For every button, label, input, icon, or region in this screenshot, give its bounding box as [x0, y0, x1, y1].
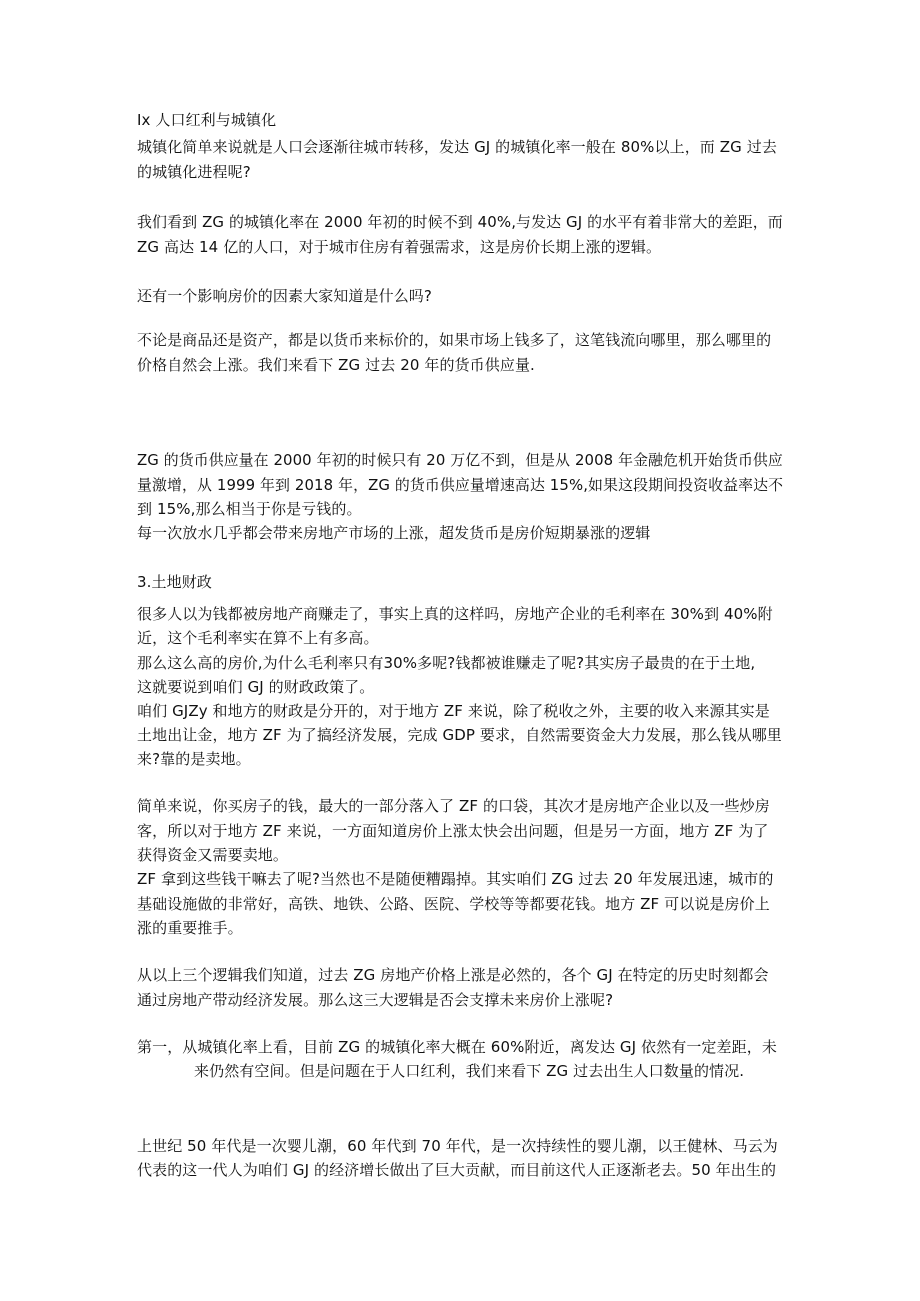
paragraph-line: 的城镇化进程呢? — [137, 163, 251, 181]
section-heading-land-finance: 3.土地财政 — [137, 573, 212, 591]
paragraph-line: 简单来说，你买房子的钱，最大的一部分落入了 ZF 的口袋，其次才是房地产企业以及一些炒房 — [137, 797, 770, 815]
paragraph-line: 来?靠的是卖地。 — [137, 750, 251, 768]
paragraph-line: 上世纪 50 年代是一次婴儿潮，60 年代到 70 年代，是一次持续性的婴儿潮，以王健林、马云为 — [137, 1137, 778, 1155]
paragraph-line: 来仍然有空间。但是问题在于人口红利，我们来看下 ZG 过去出生人口数量的情况. — [194, 1062, 745, 1080]
paragraph-line: 第一，从城镇化率上看，目前 ZG 的城镇化率大概在 60%附近，离发达 GJ 依然有一定差距，未 — [137, 1038, 777, 1056]
section-heading-population: Ix 人口红利与城镇化 — [137, 111, 277, 129]
paragraph-line: ZG 的货币供应量在 2000 年初的时候只有 20 万亿不到，但是从 2008 年金融危机开始货币供应 — [137, 451, 783, 469]
paragraph-line: 咱们 GJZy 和地方的财政是分开的，对于地方 ZF 来说，除了税收之外，主要的收入来源其实是 — [137, 702, 770, 720]
paragraph-line: 近，这个毛利率实在算不上有多高。 — [137, 629, 379, 647]
paragraph-line: 代表的这一代人为咱们 GJ 的经济增长做出了巨大贡献，而目前这代人正逐渐老去。50 年出生的 — [137, 1161, 777, 1179]
paragraph-line: 客，所以对于地方 ZF 来说，一方面知道房价上涨太快会出问题，但是另一方面，地方 ZF 为了 — [137, 822, 769, 840]
paragraph-line: 土地出让金，地方 ZF 为了搞经济发展，完成 GDP 要求，自然需要资金大力发展，那么钱从哪里 — [137, 726, 782, 744]
paragraph-line: 每一次放水几乎都会带来房地产市场的上涨，超发货币是房价短期暴涨的逻辑 — [137, 524, 651, 542]
paragraph-line: 很多人以为钱都被房地产商赚走了，事实上真的这样吗，房地产企业的毛利率在 30%到 40%附 — [137, 605, 773, 623]
paragraph-line: ZF 拿到这些钱干嘛去了呢?当然也不是随便糟蹋掉。其实咱们 ZG 过去 20 年发展迅速，城市的 — [137, 870, 774, 888]
paragraph-line: 这就要说到咱们 GJ 的财政政策了。 — [137, 678, 375, 696]
paragraph-line: 涨的重要推手。 — [137, 919, 243, 937]
paragraph-line: 不论是商品还是资产，都是以货币来标价的，如果市场上钱多了，这笔钱流向哪里，那么哪里的 — [137, 331, 772, 349]
paragraph-line: 到 15%,那么相当于你是亏钱的。 — [137, 500, 362, 518]
paragraph-line: ZG 高达 14 亿的人口，对于城市住房有着强需求，这是房价长期上涨的逻辑。 — [137, 238, 662, 256]
paragraph-line: 基础设施做的非常好，高铁、地铁、公路、医院、学校等等都要花钱。地方 ZF 可以说是房价上 — [137, 895, 770, 913]
paragraph-line: 获得资金又需要卖地。 — [137, 846, 289, 864]
paragraph-line: 那么这么高的房价,为什么毛利率只有30%多呢?钱都被谁赚走了呢?其实房子最贵的在于土地, — [137, 654, 756, 672]
paragraph-line: 量激增，从 1999 年到 2018 年，ZG 的货币供应量增速高达 15%,如果这段期间投资收益率达不 — [137, 476, 784, 494]
paragraph-line: 我们看到 ZG 的城镇化率在 2000 年初的时候不到 40%,与发达 GJ 的水平有着非常大的差距，而 — [137, 213, 783, 231]
paragraph-line: 从以上三个逻辑我们知道，过去 ZG 房地产价格上涨是必然的，各个 GJ 在特定的历史时刻都会 — [137, 966, 769, 984]
paragraph-line: 还有一个影响房价的因素大家知道是什么吗? — [137, 287, 432, 305]
paragraph-line: 城镇化简单来说就是人口会逐渐往城市转移，发达 GJ 的城镇化率一般在 80%以上，而 ZG 过去 — [137, 138, 777, 156]
paragraph-line: 价格自然会上涨。我们来看下 ZG 过去 20 年的货币供应量. — [137, 356, 535, 374]
paragraph-line: 通过房地产带动经济发展。那么这三大逻辑是否会支撑未来房价上涨呢? — [137, 991, 614, 1009]
